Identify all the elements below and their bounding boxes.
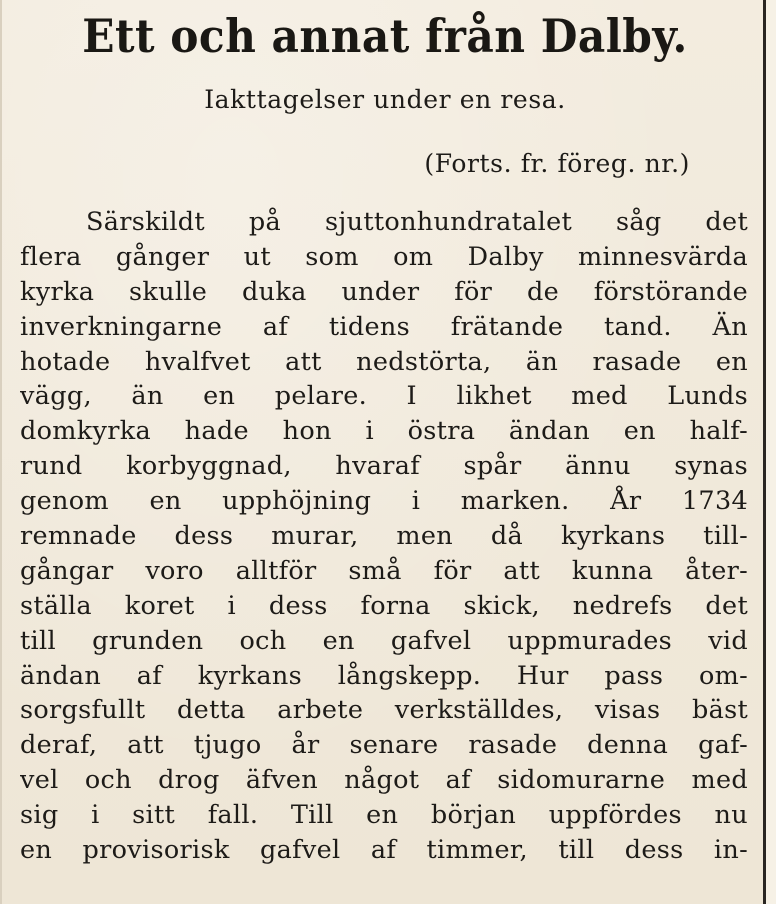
body-line: gångar voro alltför små för att kunna åter- xyxy=(20,555,748,586)
body-line: vägg, än en pelare. I likhet med Lunds xyxy=(20,381,748,412)
body-line: en provisorisk gafvel af timmer, till dess in- xyxy=(20,835,748,866)
body-line: genom en upphöjning i marken. År 1734 xyxy=(20,486,748,517)
body-line: kyrka skulle duka under för de förstörande xyxy=(20,276,748,307)
body-line: rund korbyggnad, hvaraf spår ännu synas xyxy=(20,451,748,482)
article-title: Ett och annat från Dalby. xyxy=(82,9,688,63)
body-line: vel och drog äfven något af sidomurarne med xyxy=(20,765,748,796)
body-line: flera gånger ut som om Dalby minnesvärda xyxy=(20,241,748,272)
body-line: sig i sitt fall. Till en början uppfördes nu xyxy=(20,800,748,831)
right-margin xyxy=(766,0,776,904)
body-line: deraf, att tjugo år senare rasade denna gaf- xyxy=(20,730,748,761)
body-line: hotade hvalfvet att nedstörta, än rasade en xyxy=(20,346,748,377)
body-line: inverkningarne af tidens frätande tand. Än xyxy=(20,311,748,342)
body-line: Särskildt på sjuttonhundratalet såg det xyxy=(86,207,748,237)
body-line: sorgsfullt detta arbete verkställdes, visas bäst xyxy=(20,695,748,726)
body-line: ändan af kyrkans långskepp. Hur pass om- xyxy=(20,660,748,691)
body-line: remnade dess murar, men då kyrkans till- xyxy=(20,521,748,552)
body-line: till grunden och en gafvel uppmurades vid xyxy=(20,625,748,656)
article-subtitle: Iakttagelser under en resa. xyxy=(204,85,566,114)
continuation-note: (Forts. fr. föreg. nr.) xyxy=(424,149,690,178)
left-edge xyxy=(0,0,2,904)
body-line: domkyrka hade hon i östra ändan en half- xyxy=(20,416,748,447)
body-line: ställa koret i dess forna skick, nedrefs det xyxy=(20,590,748,621)
article-body xyxy=(20,205,748,868)
